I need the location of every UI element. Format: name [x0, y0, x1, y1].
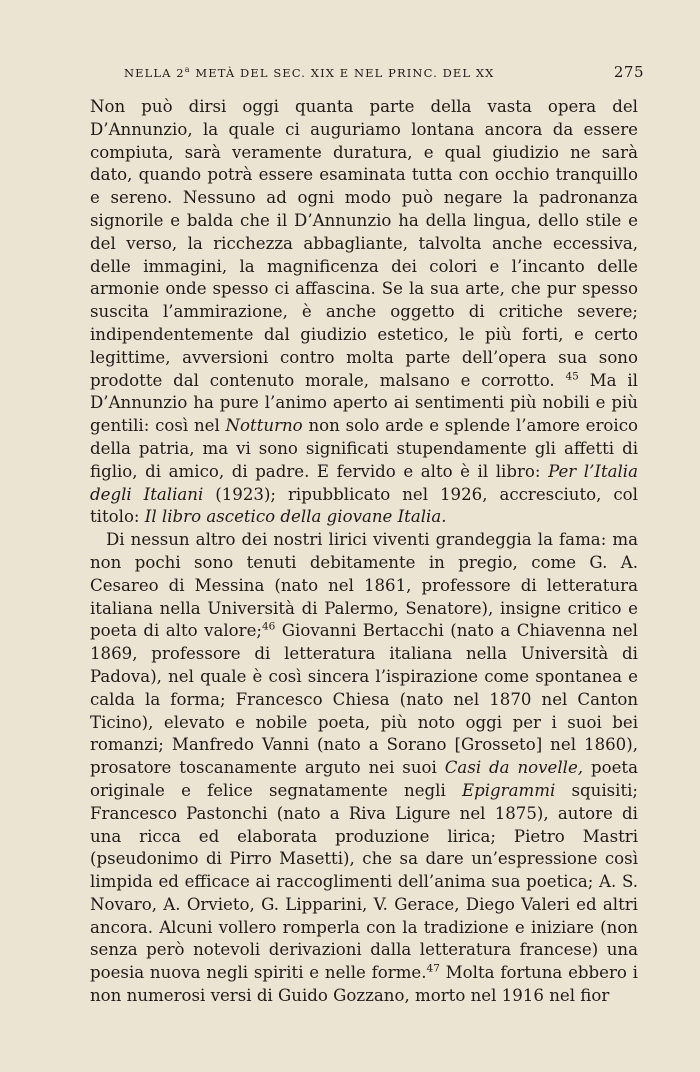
title-italic: Epigrammi — [462, 780, 556, 800]
title-italic: Notturno — [225, 416, 303, 436]
paragraph-dannunzio: Non può dirsi oggi quanta parte della vasta opera del D’Annunzio, la quale ci auguriamo lontana ancora da essere compiuta, sarà veramente duratura, e qual giudizio ne sarà dato, quando potrà essere esaminata tutta con occhio tranquillo e sereno. Nessuno ad ogni modo può negare la padronanza signorile e balda che il D’Annunzio ha della lingua, dello stile e del verso, la ricchezza abbagliante, talvolta anche eccessiva, delle immagini, la magnificenza dei colori e l’incanto delle armonie onde spesso ci affascina. Se la sua arte, che pur spesso suscita l’ammirazione, è anche oggetto di critiche severe; indipendentemente dal giudizio estetico, le più forti, e certo legittime, avversioni contro molta parte dell’opera sua sono prodotte dal contenuto morale, malsano e corrotto. $^{45}$ Ma il D’Annunzio ha pure l’animo aperto ai sentimenti più nobili e più gentili: così nel Notturno non solo arde e splende l’amore eroico della patria, ma vi sono significati stupendamente gli affetti di figlio, di amico, di padre. E fervido e alto è il libro: Per l’Italia degli Italiani (1923); ripubblicato nel 1926, accresciuto, col titolo: Il libro ascetico della giovane Italia. — [90, 97, 639, 527]
page-number: 275 — [613, 63, 644, 81]
title-italic: Per l’Italia degli Italiani — [90, 461, 639, 504]
footnote-ref: 46 — [261, 620, 276, 633]
footnote-ref: 45 — [565, 370, 579, 383]
title-italic: Casi da novelle, — [444, 758, 584, 778]
running-head: NELLA 2$^a$ METÀ DEL SEC. XIX E NEL PRINC. DEL XX — [124, 65, 495, 80]
body-text — [90, 96, 638, 1008]
page-header — [124, 63, 644, 83]
title-italic: Il libro ascetico della giovane Italia. — [144, 507, 447, 527]
paragraph-lirici: Di nessun altro dei nostri lirici viventi grandeggia la fama: ma non pochi sono tenuti debitamente in pregio, come G. A. Cesareo di Messina (nato nel 1861, professore di letteratura italiana nella Università di Palermo, Senatore), insigne critico e poeta di alto valore;$^{46}$ Giovanni Bertacchi (nato a Chiavenna nel 1869, professore di letteratura italiana nella Università di Padova), nel quale è così sincera l’ispirazione come spontanea e calda la forma; Francesco Chiesa (nato nel 1870 nel Canton Ticino), elevato e nobile poeta, più noto oggi per i suoi bei romanzi; Manfredo Vanni (nato a Sorano [Grosseto] nel 1860), prosatore toscanamente arguto nei suoi Casi da novelle, poeta originale e felice segnatamente negli Epigrammi squisiti; Francesco Pastonchi (nato a Riva Ligure nel 1875), autore di una ricca ed elaborata produzione lirica; Pietro Mastri (pseudonimo di Pirro Masetti), che sa dare un’espressione così limpida ed efficace ai raccoglimenti dell’anima sua poetica; A. S. Novaro, A. Orvieto, G. Lipparini, V. Gerace, Diego Valeri ed altri ancora. Alcuni vollero romperla con la tradizione e iniziare (non senza però notevoli derivazioni dalla letteratura francese) una poesia nuova negli spiriti e nelle forme.$^{47}$ Molta fortuna ebbero i non numerosi versi di Guido Gozzano, morto nel 1916 nel fior — [90, 530, 639, 1006]
footnote-ref: 47 — [426, 962, 440, 975]
